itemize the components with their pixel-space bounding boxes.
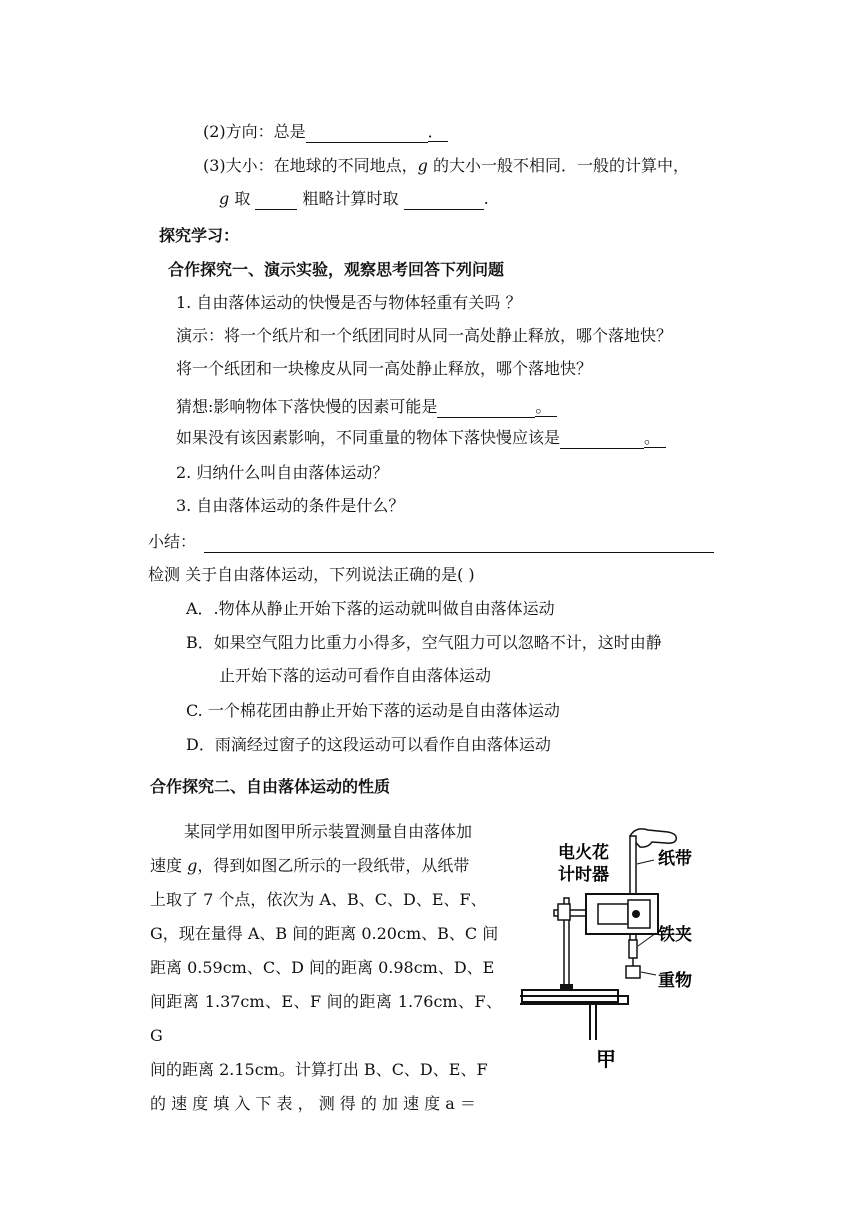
gravity-direction: (2)方向：总是 ． [203,121,448,143]
label-weight: 重物 [658,971,692,991]
question-2: 2. 归纳什么叫自由落体运动？ [176,463,389,482]
guess-line: 猜想:影响物体下落快慢的因素可能是 。 [176,396,557,418]
iron-clamp [629,940,637,958]
option-b-line1: B．如果空气阻力比重力小得多，空气阻力可以忽略不计，这时由静 [186,633,662,652]
label-timer-1: 电火花 [558,843,609,863]
guess-blank[interactable] [437,399,535,418]
summary-blank[interactable] [204,534,714,553]
gravity-values: g 取 粗略计算时取 . [219,189,489,208]
label-timer-2: 计时器 [558,865,609,885]
coop2-paragraph [150,815,502,1121]
option-b-line2: 止开始下落的运动可看作自由落体运动 [219,666,492,685]
direction-blank[interactable] [306,124,428,143]
gravity-magnitude: (3)大小：在地球的不同地点，g 的大小一般不相同．一般的计算中， [203,156,690,175]
para-line-7: 间的距离 2.15cm。计算打出 B、C、D、E、F [150,1060,488,1079]
weight-block [626,966,640,978]
figure-caption: 甲 [596,1047,616,1071]
para-line-8: 的 速 度 填 入 下 表 ， 测 得 的 加 速 度 a ＝ [150,1094,476,1113]
summary-line: 小结： [148,531,714,553]
demo-1: 演示：将一个纸片和一个纸团同时从同一高处静止释放，哪个落地快？ [176,326,673,345]
question-3: 3. 自由落体运动的条件是什么？ [176,496,405,515]
label-clamp: 铁夹 [658,925,692,945]
demo-2: 将一个纸团和一块橡皮从同一高处静止释放，哪个落地快？ [176,359,593,378]
option-c: C. 一个棉花团由静止开始下落的运动是自由落体运动 [186,701,560,720]
question-1: 1. 自由落体运动的快慢是否与物体轻重有关吗 ？ [176,293,522,312]
apparatus-figure [520,800,720,1080]
label-tape: 纸带 [658,849,692,869]
ifnot-line: 如果没有该因素影响，不同重量的物体下落快慢应该是 。 [176,427,666,449]
option-a: A．.物体从静止开始下落的运动就叫做自由落体运动 [186,599,555,618]
para-line-6: 间距离 1.37cm、E、F 间的距离 1.76cm、F、G [150,992,502,1045]
para-line-2: 速度 g，得到如图乙所示的一段纸带，从纸带 [150,856,470,875]
g-rough-blank[interactable] [404,191,484,210]
explore-heading: 探究学习： [159,226,240,245]
g-value-blank[interactable] [255,191,297,210]
option-d: D．雨滴经过窗子的这段运动可以看作自由落体运动 [186,735,551,754]
hand-icon [630,829,676,847]
para-line-3: 上取了 7 个点，依次为 A、B、C、D、E、F、 [150,890,487,909]
para-line-4: G，现在量得 A、B 间的距离 0.20cm、B、C 间 [150,924,499,943]
coop1-heading: 合作探究一、演示实验，观察思考回答下列问题 [168,260,505,279]
para-line-1: 某同学用如图甲所示装置测量自由落体加 [184,822,473,841]
check-question: 检测 关于自由落体运动，下列说法正确的是( ) [148,565,475,584]
ifnot-blank[interactable] [560,430,644,449]
coop2-heading: 合作探究二、自由落体运动的性质 [150,777,391,796]
para-line-5: 距离 0.59cm、C、D 间的距离 0.98cm、D、E [150,958,495,977]
